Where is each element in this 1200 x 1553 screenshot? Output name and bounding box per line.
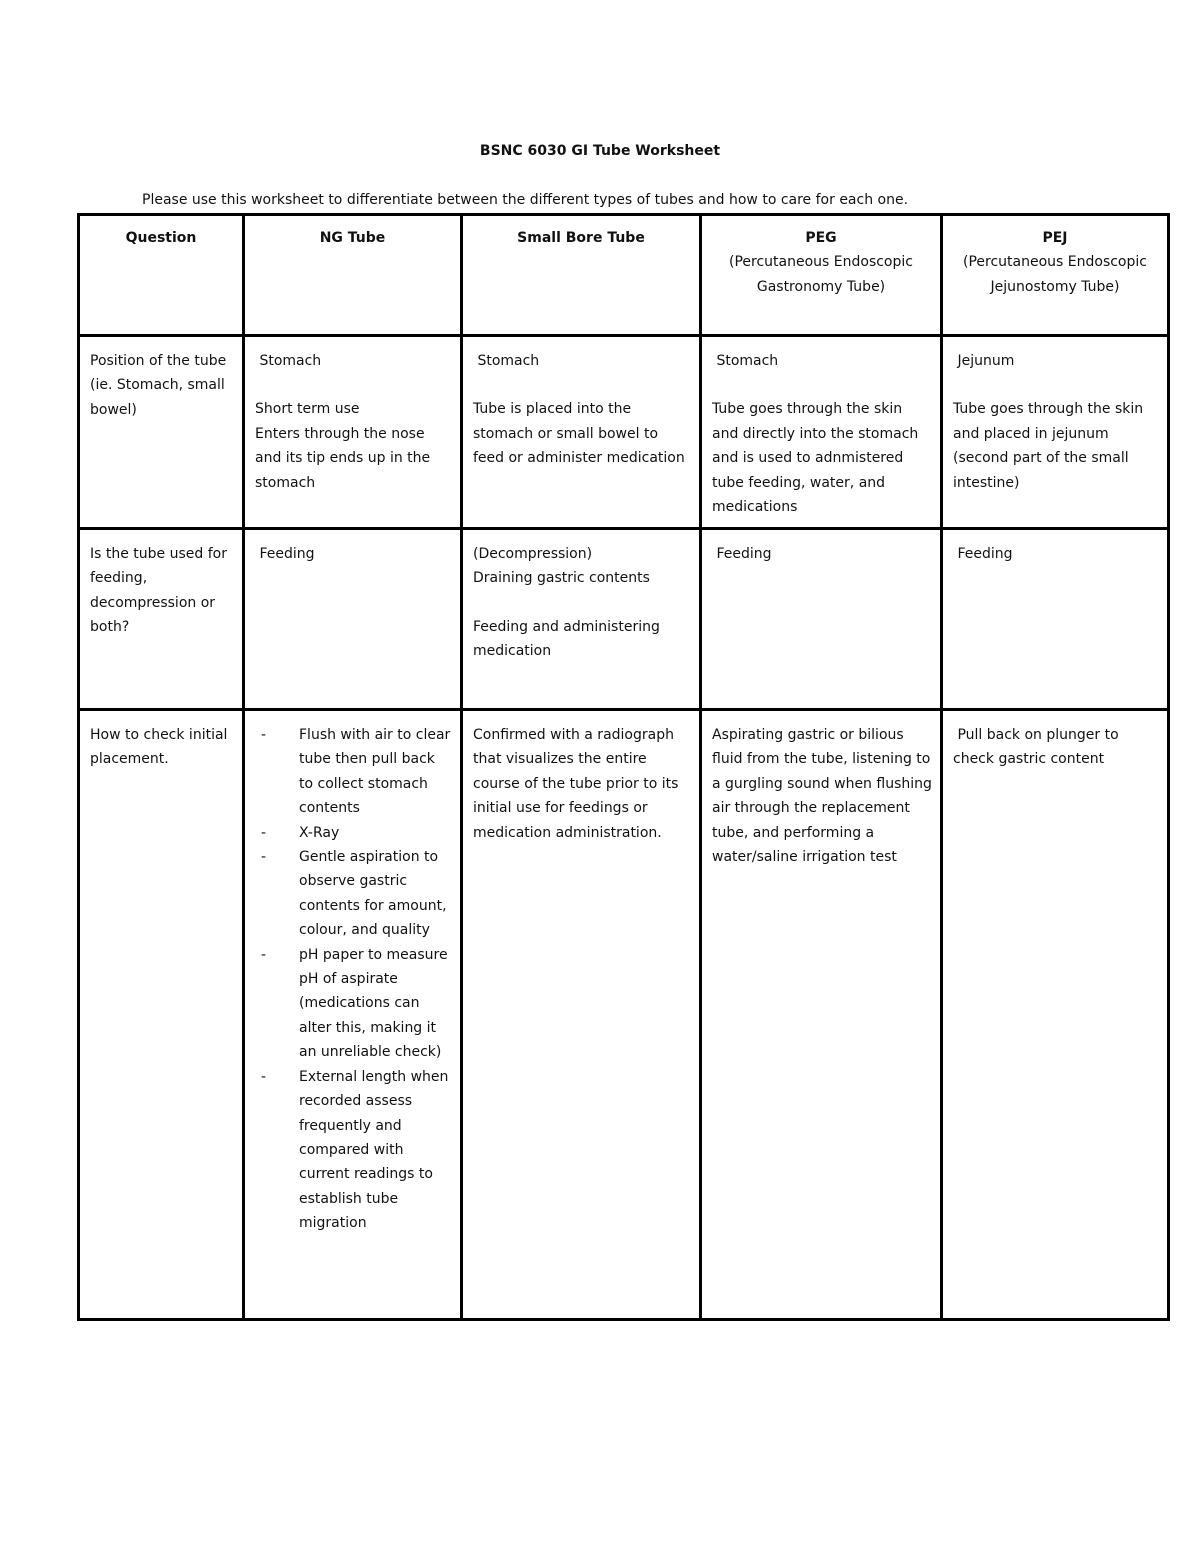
header-peg: PEG (Percutaneous Endoscopic Gastronomy Tube) [701, 215, 942, 336]
header-pej-subtitle: (Percutaneous Endoscopic Jejunostomy Tube) [963, 254, 1147, 295]
peg-position-site: Stomach [712, 353, 779, 369]
ng-position-detail: Short term use Enters through the nose and its tip ends up in the stomach [255, 401, 431, 491]
header-small-bore-tube: Small Bore Tube [462, 215, 701, 336]
small-bore-placement-cell: Confirmed with a radiograph that visualizes the entire course of the tube prior to its initial use for feedings or medication administration. [462, 710, 701, 1320]
ng-placement-cell [244, 710, 462, 1320]
list-item: - External length when recorded assess frequently and compared with current readings to establish tube migration [255, 1065, 452, 1236]
use-row [79, 529, 1169, 710]
ng-use-cell: Feeding [244, 529, 462, 710]
small-bore-position-detail: Tube is placed into the stomach or small bowel to feed or administer medication [473, 401, 685, 467]
peg-placement-cell: Aspirating gastric or bilious fluid from the tube, listening to a gurgling sound when flushing air through the replacement tube, and performing a water/saline irrigation test [701, 710, 942, 1320]
header-row [79, 215, 1169, 336]
pej-position-cell [942, 336, 1169, 529]
pej-use-cell: Feeding [942, 529, 1169, 710]
ng-position-cell [244, 336, 462, 529]
small-bore-use-cell [462, 529, 701, 710]
header-pej: PEJ (Percutaneous Endoscopic Jejunostomy Tube) [942, 215, 1169, 336]
intro-text: Please use this worksheet to differentiate between the different types of tubes and how to care for each one. [142, 192, 909, 208]
question-position: Position of the tube (ie. Stomach, small bowel) [79, 336, 244, 529]
small-bore-position-site: Stomach [473, 353, 540, 369]
header-ng-tube: NG Tube [244, 215, 462, 336]
list-item: - X-Ray [255, 821, 452, 845]
position-row [79, 336, 1169, 529]
small-bore-position-cell [462, 336, 701, 529]
list-item: - Gentle aspiration to observe gastric contents for amount, colour, and quality [255, 845, 452, 943]
ng-placement-list [255, 723, 452, 1236]
small-bore-use-decompression: (Decompression) Draining gastric contents [473, 546, 650, 587]
peg-use-cell: Feeding [701, 529, 942, 710]
small-bore-use-feeding: Feeding and administering medication [473, 618, 665, 660]
list-item: - Flush with air to clear tube then pull back to collect stomach contents [255, 723, 452, 821]
peg-position-detail: Tube goes through the skin and directly into the stomach and is used to adnmistered tube feeding, water, and medications [712, 401, 923, 516]
header-question: Question [79, 215, 244, 336]
pej-position-detail: Tube goes through the skin and placed in jejunum (second part of the small intestine) [953, 401, 1148, 491]
placement-row [79, 710, 1169, 1320]
page-title: BSNC 6030 GI Tube Worksheet [479, 143, 721, 159]
worksheet-table [77, 213, 1170, 1321]
peg-position-cell [701, 336, 942, 529]
pej-placement-cell: Pull back on plunger to check gastric content [942, 710, 1169, 1320]
question-use: Is the tube used for feeding, decompression or both? [79, 529, 244, 710]
list-item: - pH paper to measure pH of aspirate (medications can alter this, making it an unreliable check) [255, 943, 452, 1065]
question-placement: How to check initial placement. [79, 710, 244, 1320]
ng-position-site: Stomach [255, 353, 322, 369]
header-peg-subtitle: (Percutaneous Endoscopic Gastronomy Tube) [729, 254, 913, 295]
pej-position-site: Jejunum [953, 353, 1015, 369]
